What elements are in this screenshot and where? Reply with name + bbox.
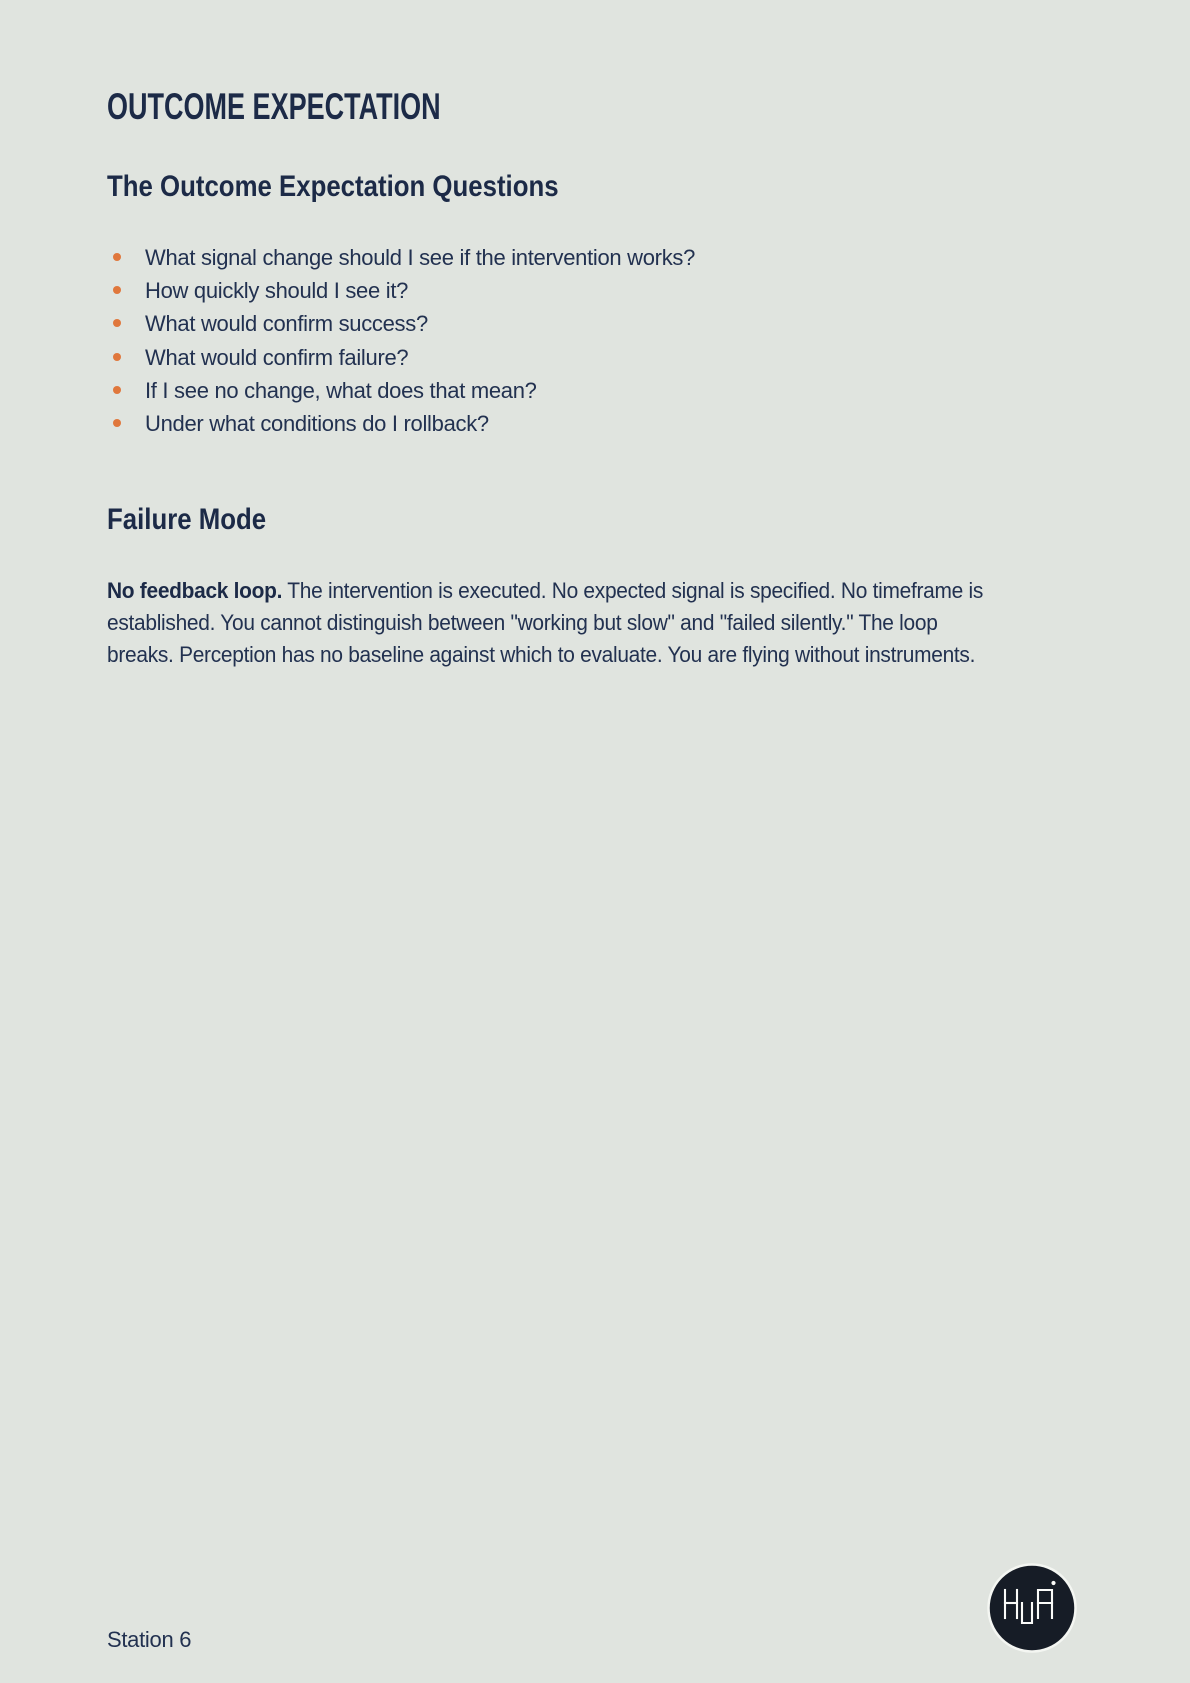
list-item [107, 241, 695, 274]
question-text: How quickly should I see it? [145, 278, 409, 304]
list-item [107, 374, 695, 407]
list-item [107, 307, 695, 340]
monogram-dot [1051, 1581, 1055, 1585]
list-item [107, 407, 695, 440]
question-text: What would confirm failure? [145, 344, 409, 370]
bullet-icon [113, 253, 121, 261]
bullet-icon [113, 319, 121, 327]
bullet-icon [113, 419, 121, 427]
paragraph-bold-lead: No feedback loop. [107, 578, 283, 603]
paragraph-line-text: The intervention is executed. No expected signal is specified. No timeframe is [282, 578, 983, 603]
question-text: If I see no change, what does that mean? [145, 377, 537, 403]
question-text: What would confirm success? [145, 311, 428, 337]
questions-section-heading: The Outcome Expectation Questions [107, 170, 559, 203]
failure-mode-heading: Failure Mode [107, 503, 267, 536]
bullet-icon [113, 386, 121, 394]
list-item [107, 274, 695, 307]
failure-mode-paragraph [107, 575, 983, 671]
bullet-icon [113, 353, 121, 361]
paragraph-line [107, 575, 983, 607]
paragraph-line: breaks. Perception has no baseline against which to evaluate. You are flying without instruments. [107, 642, 976, 667]
list-item [107, 341, 695, 374]
brand-logo [986, 1562, 1078, 1654]
question-list [107, 241, 695, 440]
question-text: Under what conditions do I rollback? [145, 410, 489, 436]
question-text: What signal change should I see if the intervention works? [145, 245, 696, 270]
paragraph-line: established. You cannot distinguish between "working but slow" and "failed silently." The loop [107, 610, 938, 635]
page-title: OUTCOME EXPECTATION [107, 86, 441, 127]
bullet-icon [113, 286, 121, 294]
station-label: Station 6 [107, 1627, 192, 1652]
